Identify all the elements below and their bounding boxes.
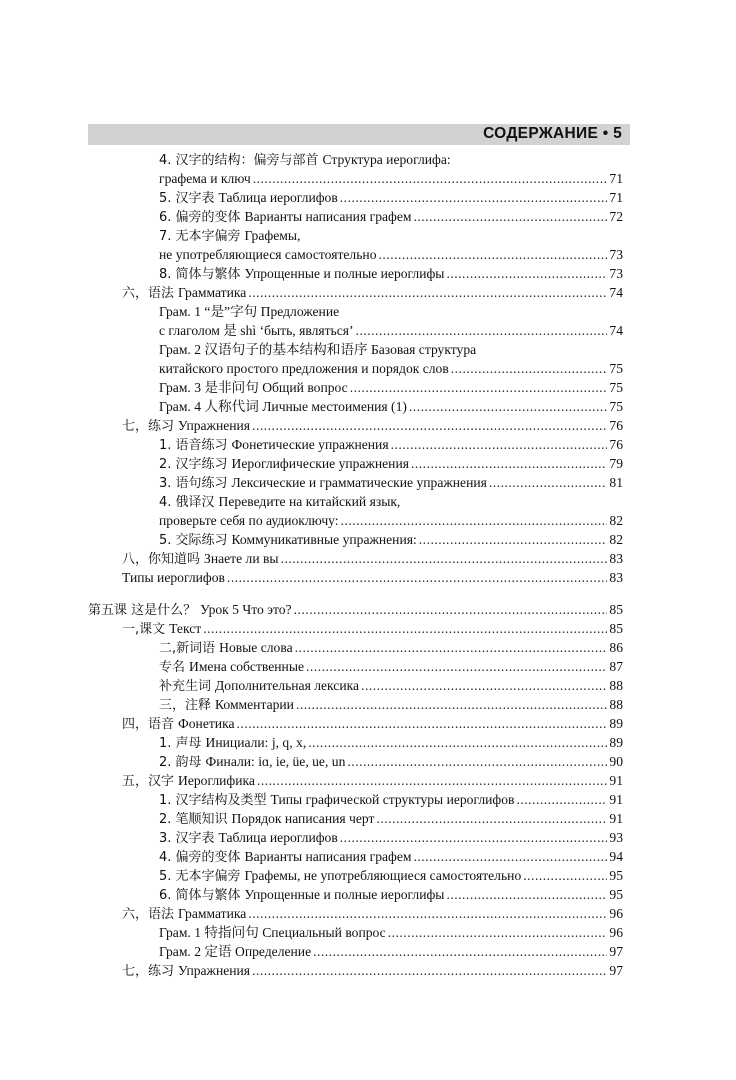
toc-page-number: 73 xyxy=(609,247,623,262)
dot-leader xyxy=(356,321,608,341)
toc-page-number: 91 xyxy=(609,773,623,788)
toc-entry-title: Дополнительная лексика xyxy=(215,678,360,693)
toc-entry-chinese: 4. 汉字的结构：偏旁与部首 xyxy=(159,153,319,168)
toc-entry-chinese: 1. 语音练习 xyxy=(159,438,228,453)
toc-entry-title: Коммуникативные упражнения: xyxy=(231,532,417,547)
dot-leader xyxy=(489,473,608,493)
toc-entry xyxy=(159,530,623,550)
toc-page-number: 83 xyxy=(609,551,623,566)
toc-entry xyxy=(159,809,623,829)
toc-entry xyxy=(122,771,623,791)
toc-page-number: 95 xyxy=(609,887,623,902)
toc-entry-chinese: 7. 无本字偏旁 xyxy=(159,229,241,244)
toc-entry-title: Типы иероглифов xyxy=(122,570,225,585)
toc-page-number: 89 xyxy=(609,735,623,750)
toc-entry-title: графема и ключ xyxy=(159,171,251,186)
toc-entry-title: Новые слова xyxy=(219,640,293,655)
dot-leader xyxy=(306,657,607,677)
toc-entry-chinese: 七，练习 xyxy=(122,964,175,979)
toc-entry-chinese: 八，你知道吗 xyxy=(122,552,201,567)
toc-entry-title: Текст xyxy=(169,621,202,636)
toc-page-number: 79 xyxy=(609,456,623,471)
toc-entry xyxy=(159,340,623,360)
toc-entry xyxy=(159,378,623,398)
toc-entry-title: Упражнения xyxy=(178,418,251,433)
dot-leader xyxy=(340,188,608,208)
toc-entry-chinese: 5. 无本字偏旁 xyxy=(159,869,241,884)
toc-entry xyxy=(159,923,623,943)
toc-entry-chinese: 8. 简体与繁体 xyxy=(159,267,241,282)
toc-entry-chinese: 3. 语句练习 xyxy=(159,476,228,491)
toc-entry-title: китайского простого предложения и порядок слов xyxy=(159,361,449,376)
toc-entry-title: Таблица иероглифов xyxy=(218,830,338,845)
dot-leader xyxy=(413,207,607,227)
toc-entry-chinese: 二,新词语 xyxy=(159,641,216,656)
dot-leader xyxy=(295,638,608,658)
dot-leader xyxy=(294,600,608,620)
toc-entry xyxy=(122,619,623,639)
toc-entry xyxy=(159,752,623,772)
toc-entry-chinese: 七，练习 xyxy=(122,419,175,434)
dot-leader xyxy=(411,454,607,474)
toc-entry xyxy=(122,568,623,588)
toc-page-number: 85 xyxy=(609,602,623,617)
toc-entry-title: Лексические и грамматические упражнения xyxy=(231,475,487,490)
toc-entry xyxy=(122,549,623,569)
toc-entry-title: Иероглифика xyxy=(178,773,255,788)
dot-leader xyxy=(446,885,607,905)
toc-entry xyxy=(122,283,623,303)
dot-leader xyxy=(257,771,607,791)
toc-entry xyxy=(159,511,623,531)
dot-leader xyxy=(413,847,607,867)
dot-leader xyxy=(379,245,608,265)
toc-entry-chinese: 第五课 这是什么？ xyxy=(88,603,197,618)
toc-entry-title: Графемы, xyxy=(244,228,301,243)
toc-entry xyxy=(159,695,623,715)
toc-entry-title: Комментарии xyxy=(215,697,294,712)
toc-entry xyxy=(159,302,623,322)
toc-entry-chinese: 六，语法 xyxy=(122,907,175,922)
toc-page-number: 97 xyxy=(609,944,623,959)
dot-leader xyxy=(446,264,607,284)
toc-entry-title: Урок 5 Что это? xyxy=(200,602,292,617)
dot-leader xyxy=(252,416,607,436)
toc-page-number: 74 xyxy=(609,285,623,300)
toc-page-number: 96 xyxy=(609,925,623,940)
toc-entry-title: Варианты написания графем xyxy=(244,849,412,864)
toc-entry xyxy=(159,866,623,886)
toc-page-number: 95 xyxy=(609,868,623,883)
toc-page-number: 71 xyxy=(609,171,623,186)
dot-leader xyxy=(248,283,607,303)
toc-entry xyxy=(122,961,623,981)
toc-entry-title: не употребляющиеся самостоятельно xyxy=(159,247,377,262)
toc-entry-chinese: 2. 笔顺知识 xyxy=(159,812,228,827)
toc-entry-title: Фонетика xyxy=(178,716,235,731)
toc-entry-title: Фонетические упражнения xyxy=(231,437,389,452)
toc-page-number: 91 xyxy=(609,811,623,826)
toc-entry xyxy=(159,188,623,208)
dot-leader xyxy=(248,904,607,924)
toc-page-number: 88 xyxy=(609,678,623,693)
toc-entry xyxy=(159,169,623,189)
toc-entry xyxy=(159,321,623,341)
toc-entry xyxy=(159,847,623,867)
toc-entry xyxy=(159,435,623,455)
toc-entry-title: Типы графической структуры иероглифов xyxy=(270,792,515,807)
dot-leader xyxy=(341,511,608,531)
toc-entry-title: проверьте себя по аудиоключу: xyxy=(159,513,339,528)
toc-entry-chinese: 五，汉字 xyxy=(122,774,175,789)
toc-page-number: 94 xyxy=(609,849,623,864)
toc-page-number: 82 xyxy=(609,532,623,547)
toc-entry-chinese: 5. 交际练习 xyxy=(159,533,228,548)
dot-leader xyxy=(313,942,607,962)
toc-entry-title: Варианты написания графем xyxy=(244,209,412,224)
toc-entry-title: Упражнения xyxy=(178,963,251,978)
toc-page-number: 82 xyxy=(609,513,623,528)
toc-entry xyxy=(159,790,623,810)
toc-entry xyxy=(159,492,623,512)
toc-entry-title: Грамматика xyxy=(178,285,247,300)
toc-page-number: 74 xyxy=(609,323,623,338)
toc-entry-title: Грам. 2 汉语句子的基本结构和语序 Базовая структура xyxy=(159,342,477,357)
toc-entry-title: Иероглифические упражнения xyxy=(231,456,409,471)
toc-entry-chinese: 补充生词 xyxy=(159,679,212,694)
toc-entry-chinese: 六，语法 xyxy=(122,286,175,301)
toc-page-number: 75 xyxy=(609,399,623,414)
header-title: СОДЕРЖАНИЕ • 5 xyxy=(483,125,622,142)
toc-entry xyxy=(159,733,623,753)
toc-entry-chinese: 专名 xyxy=(159,660,186,675)
toc-entry xyxy=(159,397,623,417)
dot-leader xyxy=(227,568,607,588)
toc-entry-title: Графемы, не употребляющиеся самостоятельно xyxy=(244,868,522,883)
toc-page-number: 81 xyxy=(609,475,623,490)
toc-entry-title: с глаголом 是 shì ‘быть, являться’ xyxy=(159,323,354,338)
dot-leader xyxy=(419,530,608,550)
toc-entry xyxy=(159,638,623,658)
dot-leader xyxy=(252,961,607,981)
toc-entry-title: Грам. 4 人称代词 Личные местоимения (1) xyxy=(159,399,407,414)
toc-page-number: 83 xyxy=(609,570,623,585)
dot-leader xyxy=(451,359,608,379)
toc-page-number: 90 xyxy=(609,754,623,769)
toc-entry-title: Упрощенные и полные иероглифы xyxy=(244,266,445,281)
toc-page-number: 75 xyxy=(609,380,623,395)
toc-entry-title: Упрощенные и полные иероглифы xyxy=(244,887,445,902)
dot-leader xyxy=(203,619,607,639)
running-header xyxy=(88,124,630,145)
toc-entry-chinese: 6. 简体与繁体 xyxy=(159,888,241,903)
toc-entry-chinese: 1. 声母 xyxy=(159,736,202,751)
toc-entry-chinese: 4. 偏旁的变体 xyxy=(159,850,241,865)
toc-entry-chinese: 4. 俄译汉 xyxy=(159,495,215,510)
toc-page-number: 91 xyxy=(609,792,623,807)
toc-entry-title: Имена собственные xyxy=(189,659,304,674)
dot-leader xyxy=(391,435,608,455)
toc-entry xyxy=(159,942,623,962)
toc-page-number: 72 xyxy=(609,209,623,224)
toc-entry-title: Грам. 1 特指问句 Специальный вопрос xyxy=(159,925,386,940)
toc-page-number: 73 xyxy=(609,266,623,281)
toc-entry xyxy=(159,150,623,170)
toc-entry-chinese: 2. 韵母 xyxy=(159,755,202,770)
toc-page-number: 88 xyxy=(609,697,623,712)
toc-entry xyxy=(159,207,623,227)
toc-page-number: 76 xyxy=(609,418,623,433)
toc-entry-chinese: 3. 汉字表 xyxy=(159,831,215,846)
dot-leader xyxy=(340,828,608,848)
toc-entry-title: Грам. 1 “是”字句 Предложение xyxy=(159,304,340,319)
toc-entry-chinese: 2. 汉字练习 xyxy=(159,457,228,472)
toc-entry xyxy=(159,657,623,677)
dot-leader xyxy=(347,752,607,772)
toc-entry-title: Знаете ли вы xyxy=(204,551,279,566)
toc-entry-title: Инициали: j, q, x, xyxy=(205,735,307,750)
toc-entry-chinese: 5. 汉字表 xyxy=(159,191,215,206)
toc-page-number: 93 xyxy=(609,830,623,845)
dot-leader xyxy=(237,714,608,734)
toc-entry xyxy=(122,904,623,924)
toc-entry-chinese: 三，注释 xyxy=(159,698,212,713)
toc-entry-title: Таблица иероглифов xyxy=(218,190,338,205)
toc-entry-chinese: 一,课文 xyxy=(122,622,166,637)
toc-entry xyxy=(159,885,623,905)
dot-leader xyxy=(516,790,607,810)
dot-leader xyxy=(523,866,607,886)
dot-leader xyxy=(409,397,608,417)
toc-entry-chinese: 6. 偏旁的变体 xyxy=(159,210,241,225)
toc-page-number: 96 xyxy=(609,906,623,921)
toc-entry-chinese: 1. 汉字结构及类型 xyxy=(159,793,267,808)
toc-page-number: 86 xyxy=(609,640,623,655)
toc-entry xyxy=(122,714,623,734)
dot-leader xyxy=(388,923,608,943)
toc-page-number: 87 xyxy=(609,659,623,674)
toc-page-number: 85 xyxy=(609,621,623,636)
toc-entry xyxy=(122,416,623,436)
toc-page-number: 75 xyxy=(609,361,623,376)
toc-entry-chinese: 四，语音 xyxy=(122,717,175,732)
dot-leader xyxy=(376,809,607,829)
toc-entry xyxy=(159,454,623,474)
toc-entry-title: Структура иероглифа: xyxy=(322,152,451,167)
toc-entry xyxy=(159,473,623,493)
toc-entry xyxy=(159,828,623,848)
toc-entry xyxy=(159,245,623,265)
toc-entry xyxy=(159,226,623,246)
toc-entry xyxy=(159,359,623,379)
toc-entry-title: Переведите на китайский язык, xyxy=(218,494,401,509)
toc-entry-title: Грам. 2 定语 Определение xyxy=(159,944,312,959)
toc-page-number: 76 xyxy=(609,437,623,452)
toc-entry xyxy=(88,600,623,620)
toc-entry-title: Финали: iɑ, ie, üe, ue, un xyxy=(205,754,346,769)
toc-page-number: 71 xyxy=(609,190,623,205)
dot-leader xyxy=(361,676,607,696)
dot-leader xyxy=(308,733,607,753)
dot-leader xyxy=(296,695,607,715)
toc-entry xyxy=(159,676,623,696)
dot-leader xyxy=(350,378,608,398)
toc-entry xyxy=(159,264,623,284)
toc-page-number: 97 xyxy=(609,963,623,978)
toc-entry-title: Порядок написания черт xyxy=(231,811,375,826)
toc-entry-title: Грамматика xyxy=(178,906,247,921)
toc-page-number: 89 xyxy=(609,716,623,731)
toc-entry-title: Грам. 3 是非问句 Общий вопрос xyxy=(159,380,348,395)
dot-leader xyxy=(281,549,608,569)
dot-leader xyxy=(253,169,608,189)
